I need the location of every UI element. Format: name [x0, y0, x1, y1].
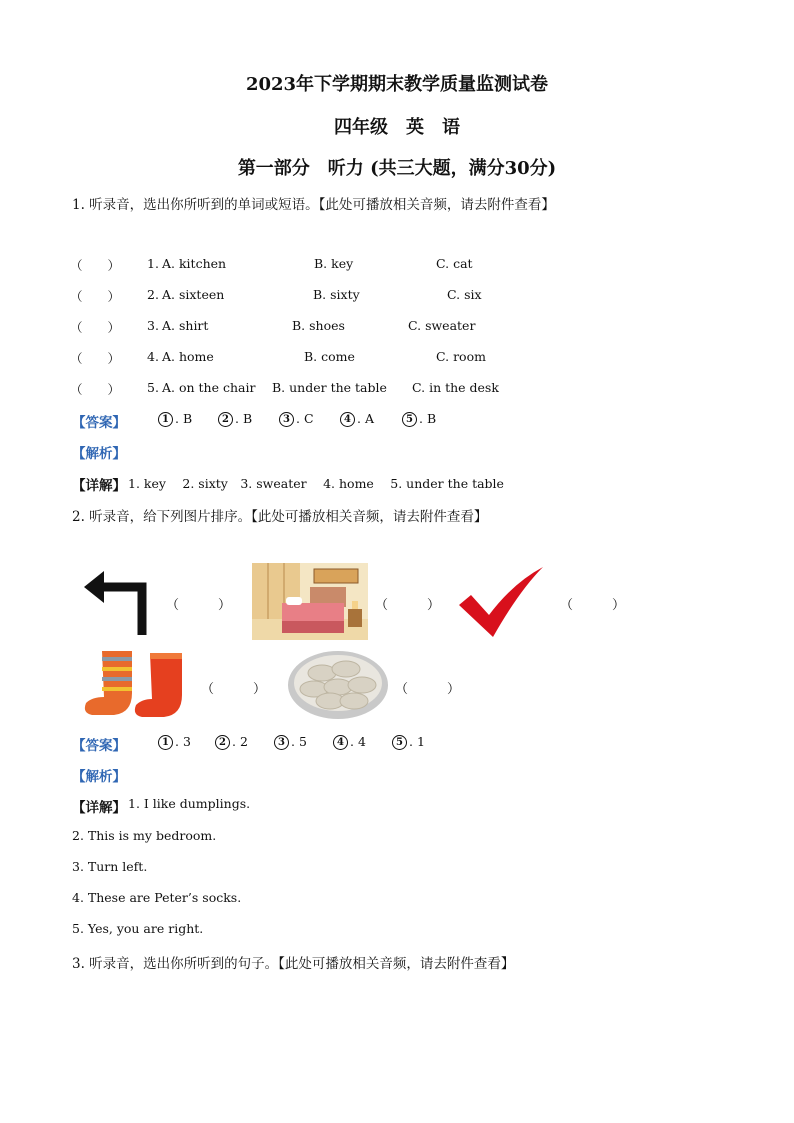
order-paren-1: （ ） — [166, 598, 232, 613]
answer-5 — [402, 411, 436, 427]
turn-left-arrow-image — [80, 563, 154, 637]
answer-value: . A — [357, 411, 374, 426]
answer-value: . B — [175, 411, 193, 426]
q3-stem: 3. 听录音，选出你所听到的句子。【此处可播放相关音频，请去附件查看】 — [72, 956, 515, 972]
answer-1 — [158, 411, 192, 427]
answer-paren: （ ） — [70, 320, 121, 335]
answer-1 — [158, 734, 191, 750]
option-c: C. six — [447, 287, 482, 302]
item-number: 1. — [147, 256, 159, 271]
circled-number: 4 — [340, 412, 355, 427]
answer-2 — [215, 734, 248, 750]
option-a: A. on the chair — [162, 380, 256, 395]
item-number: 2. — [147, 287, 159, 302]
part-heading: 第一部分 听力 (共三大题，满分30分) — [237, 158, 557, 179]
option-a: A. sixteen — [162, 287, 225, 302]
circled-number: 5 — [402, 412, 417, 427]
circled-number: 4 — [333, 735, 348, 750]
order-paren-3: （ ） — [560, 598, 626, 613]
answer-paren: （ ） — [70, 382, 121, 397]
bedroom-image — [252, 563, 368, 640]
answer-3 — [279, 411, 314, 427]
socks-image — [78, 647, 190, 719]
answer-2 — [218, 411, 252, 427]
answer-paren: （ ） — [70, 258, 121, 273]
order-paren-5: （ ） — [395, 682, 461, 697]
item-number: 5. — [147, 380, 159, 395]
q1-stem: 1. 听录音，选出你所听到的单词或短语。【此处可播放相关音频，请去附件查看】 — [72, 197, 555, 213]
circled-number: 1 — [158, 412, 173, 427]
item-number: 4. — [147, 349, 159, 364]
option-c: C. sweater — [408, 318, 476, 333]
order-paren-2: （ ） — [375, 598, 441, 613]
exam-subtitle: 四年级 英 语 — [334, 117, 460, 138]
circled-number: 5 — [392, 735, 407, 750]
answer-value: . B — [419, 411, 437, 426]
option-c: C. cat — [436, 256, 473, 271]
option-b: B. sixty — [313, 287, 360, 302]
option-a: A. kitchen — [162, 256, 227, 271]
dumplings-image — [286, 645, 390, 721]
answer-value: . B — [235, 411, 253, 426]
detail-text: 1. key 2. sixty 3. sweater 4. home 5. under the table — [128, 476, 504, 491]
option-a: A. shirt — [162, 318, 209, 333]
answer-value: . 2 — [232, 734, 248, 749]
answer-value: . 4 — [350, 734, 366, 749]
analysis-label: 【解析】 — [72, 446, 126, 462]
answer-label: 【答案】 — [72, 415, 126, 431]
answer-3 — [274, 734, 307, 750]
answer-value: . C — [296, 411, 314, 426]
answer-5 — [392, 734, 425, 750]
answer-label: 【答案】 — [72, 738, 126, 754]
order-paren-4: （ ） — [201, 682, 267, 697]
option-b: B. shoes — [292, 318, 345, 333]
circled-number: 2 — [215, 735, 230, 750]
detail-label: 【详解】 — [72, 800, 126, 816]
answer-value: . 1 — [409, 734, 425, 749]
option-b: B. key — [314, 256, 354, 271]
q2-stem: 2. 听录音，给下列图片排序。【此处可播放相关音频，请去附件查看】 — [72, 509, 488, 525]
option-b: B. come — [304, 349, 355, 364]
answer-paren: （ ） — [70, 351, 121, 366]
circled-number: 2 — [218, 412, 233, 427]
option-a: A. home — [162, 349, 214, 364]
circled-number: 1 — [158, 735, 173, 750]
detail-label: 【详解】 — [72, 478, 126, 494]
option-c: C. room — [436, 349, 486, 364]
detail-line-4: 4. These are Peter’s socks. — [72, 890, 242, 905]
checkmark-image — [457, 565, 545, 639]
option-b: B. under the table — [272, 380, 387, 395]
detail-line-2: 2. This is my bedroom. — [72, 828, 217, 843]
answer-4 — [333, 734, 366, 750]
circled-number: 3 — [279, 412, 294, 427]
exam-title: 2023年下学期期末教学质量监测试卷 — [245, 74, 549, 95]
item-number: 3. — [147, 318, 159, 333]
detail-line-3: 3. Turn left. — [72, 859, 148, 874]
answer-paren: （ ） — [70, 289, 121, 304]
circled-number: 3 — [274, 735, 289, 750]
option-c: C. in the desk — [412, 380, 499, 395]
analysis-label: 【解析】 — [72, 769, 126, 785]
detail-line-1: 1. I like dumplings. — [128, 796, 251, 811]
answer-value: . 3 — [175, 734, 191, 749]
answer-value: . 5 — [291, 734, 307, 749]
answer-4 — [340, 411, 374, 427]
detail-line-5: 5. Yes, you are right. — [72, 921, 204, 936]
